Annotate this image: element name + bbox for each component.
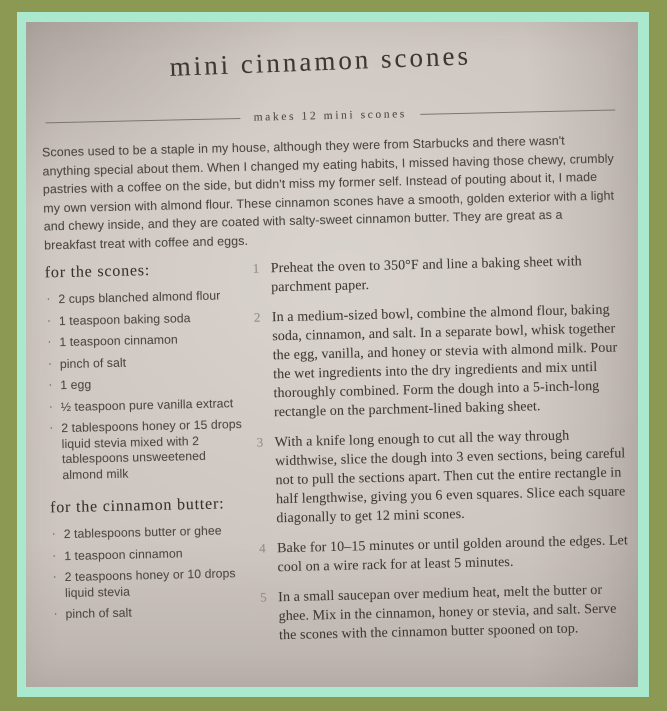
- bullet-icon: ·: [52, 547, 57, 562]
- divider-rule-right: [420, 109, 615, 114]
- step-item: [259, 531, 630, 577]
- ingredients-section-scones: [45, 260, 248, 483]
- step-number: 2: [253, 309, 261, 325]
- ingredient-item: [52, 603, 250, 623]
- bullet-icon: ·: [51, 526, 57, 541]
- step-number: 1: [252, 260, 260, 276]
- bullet-icon: ·: [46, 291, 51, 306]
- ingredient-item: [51, 544, 249, 564]
- ingredient-text: 1 teaspoon cinnamon: [64, 545, 183, 563]
- recipe-intro: Scones used to be a staple in my house, although they were from Starbucks and there wasn't anything special about them. When I changed my eating habits, I missed having those chewy, crumbly pastries with a coffee on the side, but didn't miss my former self. Instead of pouting about it, I made my own version with almond flour. These cinnamon scones have a smooth, golden exterior with a light and chewy inside, and they are coated with salty-sweet cinnamon butter. They are great as a breakfast treat with coffee and eggs.: [41, 133, 615, 252]
- bullet-icon: ·: [46, 312, 52, 327]
- step-number: 5: [260, 589, 267, 605]
- recipe-columns: [45, 251, 632, 661]
- ingredient-text: 1 teaspoon cinnamon: [59, 332, 178, 350]
- bullet-icon: ·: [47, 334, 52, 349]
- bullet-icon: ·: [53, 606, 58, 621]
- ingredient-text: 2 teaspoons honey or 10 drops liquid stevia: [64, 566, 236, 600]
- recipe-page: [26, 22, 638, 687]
- recipe-title: mini cinnamon scones: [169, 40, 472, 82]
- bullet-icon: ·: [48, 377, 53, 392]
- bullet-icon: ·: [48, 398, 54, 413]
- recipe-page-content: [26, 22, 638, 687]
- instructions-column: [243, 251, 632, 657]
- ingredients-section-cinnamon-butter: [50, 495, 251, 623]
- ingredient-text: 1 teaspoon baking soda: [58, 310, 191, 328]
- step-text: In a medium-sized bowl, combine the almond flour, baking soda, cinnamon, and salt. In a separate bowl, whisk together the egg, vanilla, and honey or stevia with almond milk. Pour the wet ingredients into the dry ingredients and mix until thoroughly combined. Form the dough into a 5-inch-long rectangle on the parchment-lined baking sheet.: [271, 302, 618, 421]
- ingredient-item: [46, 331, 244, 351]
- divider-rule-left: [45, 117, 240, 122]
- step-number: 3: [256, 434, 264, 450]
- ingredient-item: [51, 523, 249, 543]
- photo-inner-border: [17, 12, 649, 697]
- step-item: [254, 300, 626, 422]
- ingredients-list: [51, 523, 251, 623]
- ingredient-text: pinch of salt: [65, 605, 133, 622]
- step-text: Preheat the oven to 350°F and line a baking sheet with parchment paper.: [270, 254, 583, 296]
- ingredients-list: [45, 288, 247, 483]
- ingredient-item: [48, 395, 246, 415]
- bullet-icon: ·: [49, 420, 54, 435]
- ingredient-text: 1 egg: [60, 377, 92, 393]
- ingredient-text: 2 cups blanched almond flour: [58, 288, 221, 307]
- ingredient-item: [52, 566, 251, 601]
- ingredient-text: 2 tablespoons honey or 15 drops liquid stevia mixed with 2 tablespoons unsweetened almond milk: [61, 417, 243, 482]
- ingredient-item: [46, 309, 244, 329]
- ingredient-text: pinch of salt: [59, 355, 127, 371]
- bullet-icon: ·: [52, 569, 58, 584]
- ingredients-heading: for the scones:: [44, 262, 151, 282]
- ingredient-item: [48, 417, 247, 483]
- ingredient-text: ½ teaspoon pure vanilla extract: [60, 395, 234, 414]
- step-text: With a knife long enough to cut all the way through widthwise, slice the dough into 3 even sections, being careful not to pull the sections apart. Then cut the entire rectangle in half lengthwise, giving you 6 even squares. Slice each square diagonally to get 12 mini scones.: [274, 428, 626, 527]
- ingredient-item: [45, 288, 243, 308]
- step-item: [260, 580, 631, 645]
- bullet-icon: ·: [47, 355, 53, 370]
- ingredients-heading: for the cinnamon butter:: [49, 495, 225, 517]
- ingredient-text: 2 tablespoons butter or ghee: [63, 523, 222, 542]
- step-item: [253, 251, 624, 297]
- ingredient-item: [47, 352, 245, 372]
- step-text: Bake for 10–15 minutes or until golden around the edges. Let cool on a wire rack for at least 5 minutes.: [276, 533, 629, 576]
- ingredients-column: [45, 260, 252, 661]
- yield-text: makes 12 mini scones: [253, 108, 408, 124]
- step-number: 4: [258, 540, 266, 556]
- step-text: In a small saucepan over medium heat, melt the butter or ghee. Mix in the cinnamon, honey or stevia, and salt. Serve the scones with the cinnamon butter spooned on top.: [278, 582, 617, 644]
- steps-list: [253, 251, 632, 645]
- ingredient-item: [47, 374, 245, 394]
- yield-line: [45, 103, 615, 128]
- step-item: [256, 425, 628, 528]
